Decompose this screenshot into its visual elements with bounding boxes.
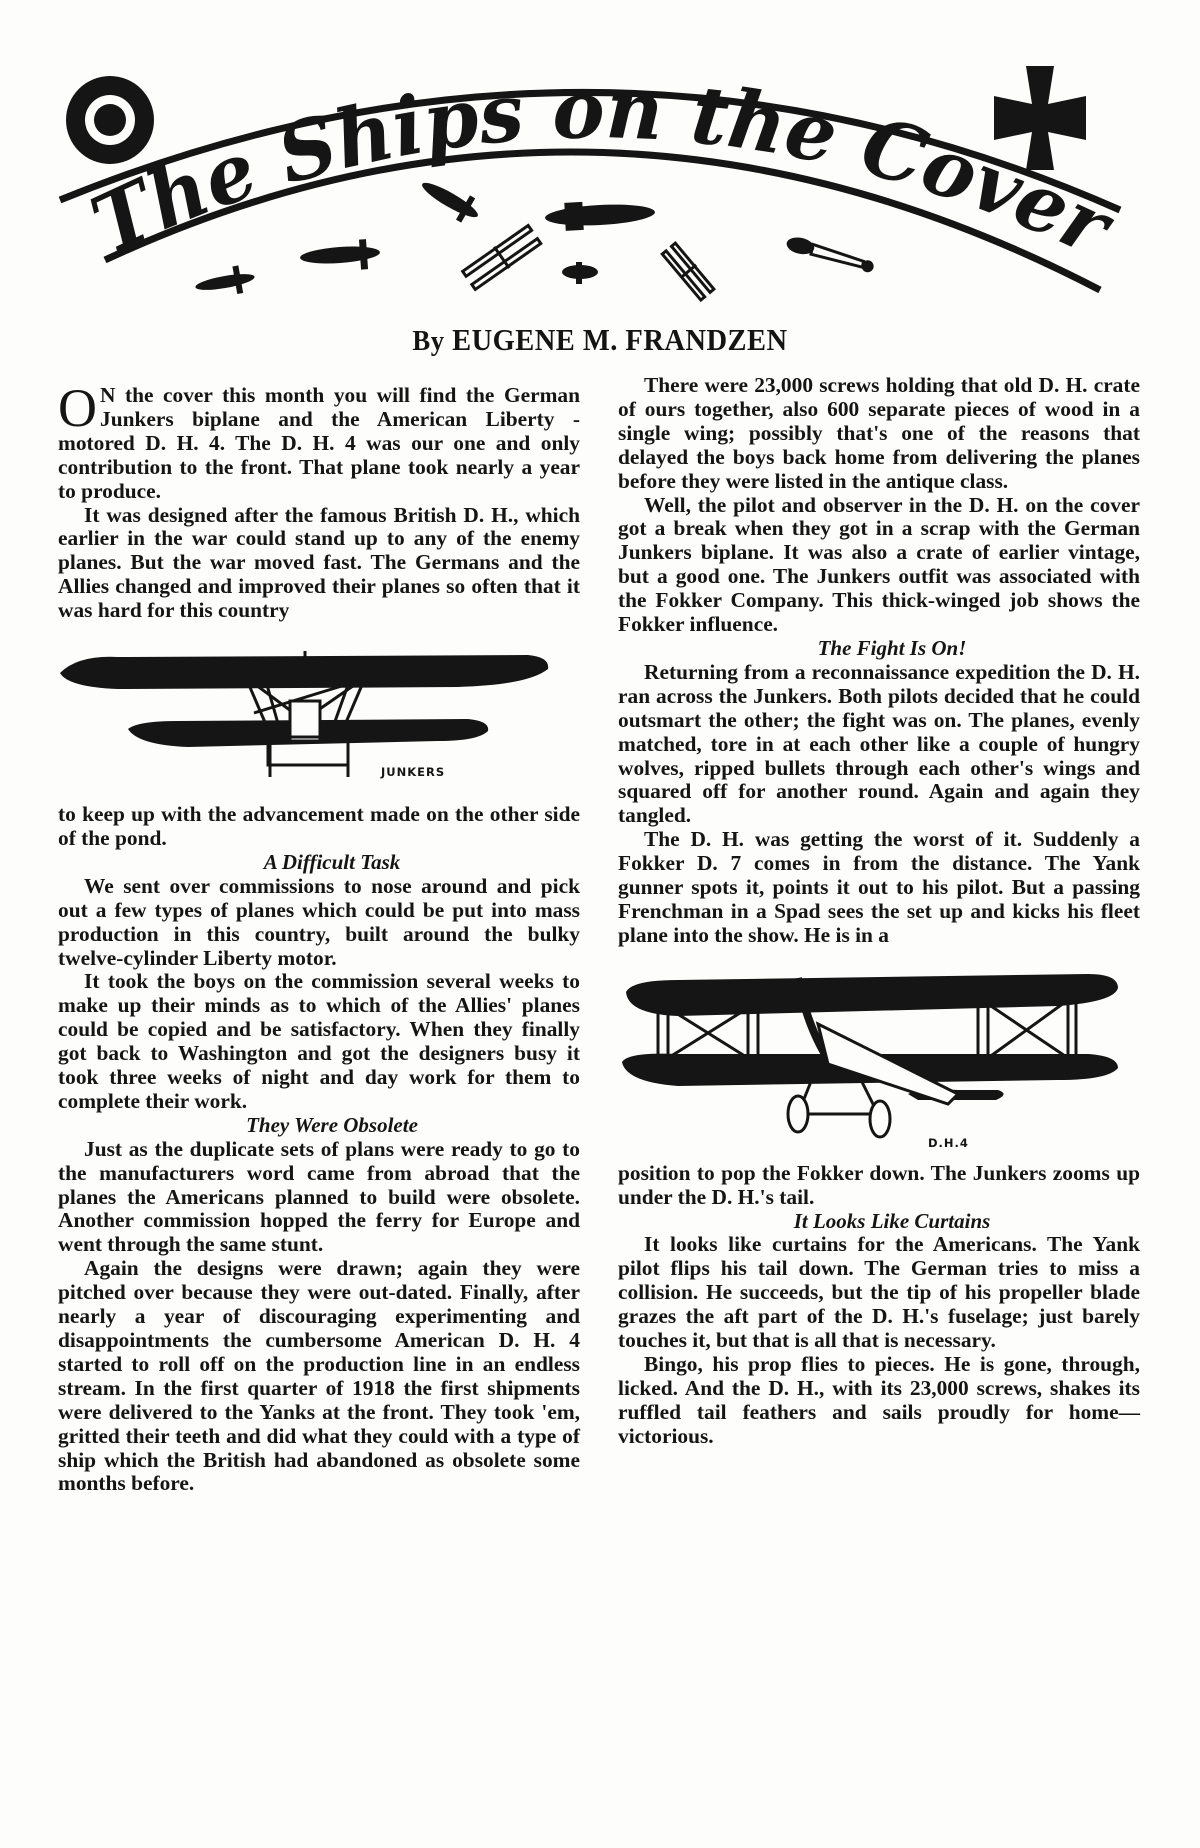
paragraph: Well, the pilot and observer in the D. H. on the cover got a break when they got in a scrap with the German Junkers biplane. It was also a crate of earlier vintage, but a good one. The Junkers outfit was associated with the Fokker Company. This thick-winged job shows the Fokker influence. [618, 492, 1140, 637]
paragraph: It looks like curtains for the Americans. The Yank pilot flips his tail down. The German tries to miss a collision. He succeeds, but the tip of his propeller blade grazes the aft part of the D. H.'s fuselage; just barely touches it, but that is all that is necessary. [618, 1232, 1140, 1353]
paragraph: position to pop the Fokker down. The Junkers zooms up under the D. H.'s tail. [618, 1160, 1140, 1209]
roundel-icon [66, 76, 154, 164]
paragraph: It was designed after the famous British D. H., which earlier in the war could stand up to any of the enemy planes. But the war moved fast. The Germans and the Allies changed and improved their planes so often that it was hard for this country [58, 502, 580, 623]
paragraph: Returning from a reconnaissance expedition the D. H. ran across the Junkers. Both pilots decided that he could outsmart the other; the fight was on. The planes, evenly matched, tore in at each other like a couple of hungry wolves, ripped bullets through each other's wings and squared off for another round. Again and again they tangled. [618, 659, 1140, 828]
paragraph: The D. H. was getting the worst of it. Suddenly a Fokker D. 7 comes in from the distance. The Yank gunner spots it, points it out to his pilot. But a passing Frenchman in a Spad sees the set up and kicks his fleet plane into the show. He is in a [618, 827, 1140, 947]
left-column [58, 378, 580, 1496]
paragraph: We sent over commissions to nose around and pick out a few types of planes which could be put into mass production in this country, built around the bulky twelve-cylinder Liberty motor. [58, 873, 580, 970]
intro-paragraph: O N the cover this month you will find the German Junkers biplane and the American Liberty - motored D. H. 4. The D. H. 4 was our one and only contribution to the front. That plane took nearly a year to produce. [58, 378, 580, 503]
figure-caption: D.H.4 [928, 1135, 969, 1150]
paragraph: It took the boys on the commission several weeks to make up their minds as to which of the Allies' planes could be copied and be satisfactory. When they finally got back to Washington and got the designers busy it took three weeks of night and day work for them to complete their work. [58, 969, 580, 1113]
junkers-biplane-illustration [58, 641, 580, 793]
right-column [618, 374, 1140, 1449]
dh4-figure [618, 964, 1140, 1154]
junkers-figure [58, 641, 580, 793]
paragraph: Again the designs were drawn; again they were pitched over because they were out-dated. Finally, after nearly a year of discouraging experimenting and disappointments the cumbersome American D. H. 4 started to roll off on the production line in an endless stream. In the first quarter of 1918 the first shipments were delivered to the Yanks at the front. They took 'em, gritted their teeth and did what they could with a type of ship which the British had abandoned as obsolete some months before. [58, 1256, 580, 1496]
drop-cap: O [58, 378, 97, 438]
byline [48, 322, 1152, 358]
subheading: They Were Obsolete [246, 1112, 418, 1137]
subheading: The Fight Is On! [817, 635, 967, 660]
figure-caption: JUNKERS [381, 765, 446, 780]
paragraph: There were 23,000 screws holding that old D. H. crate of ours together, also 600 separate pieces of wood in a single wing; possibly that's one of the reasons that delayed the boys back home from delivering the planes before they were listed in the antique class. [618, 373, 1140, 493]
dh4-biplane-illustration [618, 964, 1140, 1154]
subheading: It Looks Like Curtains [793, 1208, 991, 1233]
masthead-artwork [40, 50, 1170, 320]
subheading: A Difficult Task [263, 849, 401, 874]
paragraph: Bingo, his prop flies to pieces. He is gone, through, licked. And the D. H., with its 23,000 screws, shakes its ruffled tail feathers and sails proudly for home— victorious. [618, 1352, 1140, 1448]
masthead [40, 50, 1170, 320]
paragraph: Just as the duplicate sets of plans were ready to go to the manufacturers word came from abroad that the planes the Americans planned to build were obsolete. Another commission hopped the ferry for Europe and went through the same stunt. [58, 1136, 580, 1257]
masthead-title: The Ships on the Cover [77, 62, 1125, 275]
byline-prefix: By [412, 325, 445, 357]
byline-author: EUGENE M. FRANDZEN [452, 322, 788, 357]
paragraph: to keep up with the advancement made on the other side of the pond. [58, 802, 580, 850]
